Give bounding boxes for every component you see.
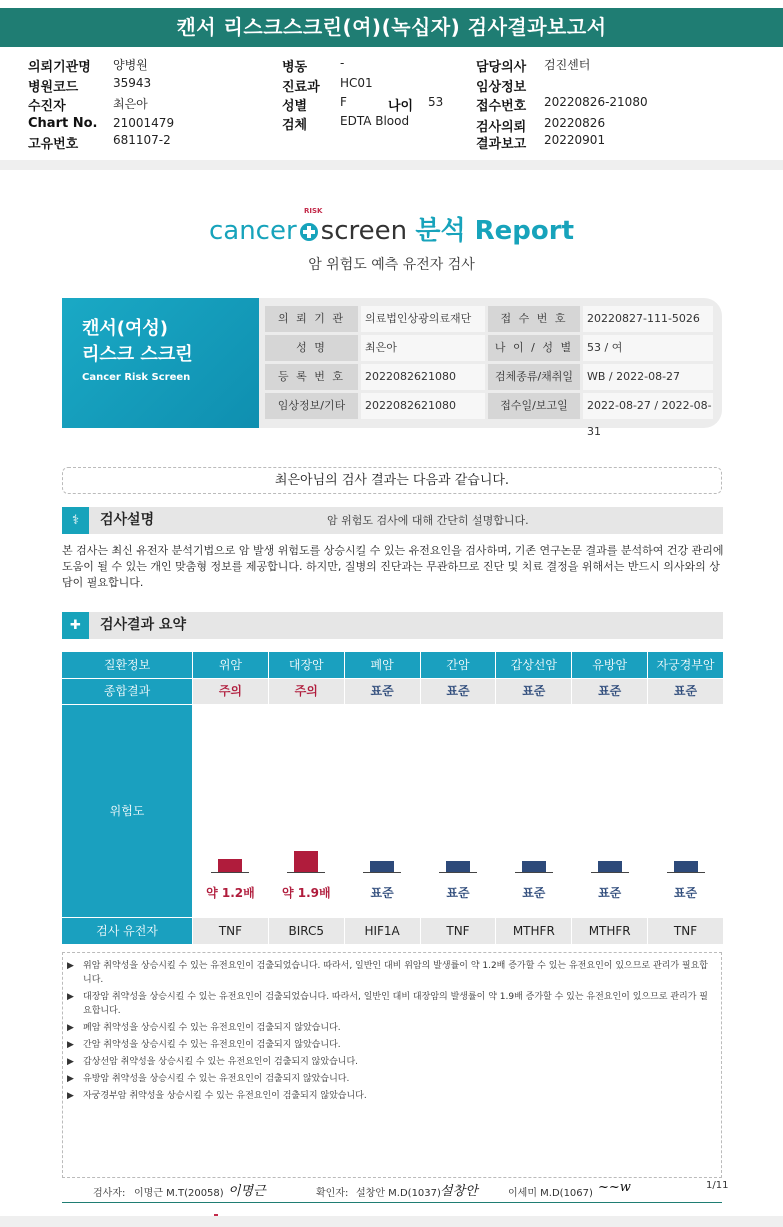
label-patient: 수진자 xyxy=(28,99,66,114)
patient-label: 임상정보/기타 xyxy=(265,393,358,419)
patient-value: WB / 2022-08-27 xyxy=(583,364,713,390)
risk-label: 표준 xyxy=(673,886,698,900)
risk-label: 표준 xyxy=(598,886,622,900)
risk-baseline xyxy=(515,872,553,873)
section-summary-header xyxy=(62,612,723,639)
label-ward: 병동 xyxy=(282,60,308,75)
disease-header: 대장암 xyxy=(269,652,344,678)
test-gene: TNF xyxy=(193,918,268,944)
triangle-right-icon: ▶ xyxy=(67,1091,74,1101)
section-description-summary: 암 위험도 검사에 대해 간단히 설명합니다. xyxy=(327,514,529,527)
overall-result: 표준 xyxy=(421,679,496,704)
patient-label: 나 이 / 성 별 xyxy=(488,335,580,361)
banner-title-en: Cancer Risk Screen xyxy=(82,372,191,383)
patient-row xyxy=(265,393,715,438)
triangle-right-icon: ▶ xyxy=(67,992,74,1002)
note-item xyxy=(67,1038,713,1052)
value-unique-no: 681107-2 xyxy=(113,133,171,147)
note-text: 간암 취약성을 상승시킬 수 있는 유전요인이 검출되지 않았습니다. xyxy=(83,1040,341,1050)
value-requesting-institution: 양병원 xyxy=(113,58,148,72)
note-item xyxy=(67,1055,713,1069)
risk-bar xyxy=(674,861,698,872)
overall-result: 표준 xyxy=(496,679,571,704)
patient-row xyxy=(265,306,715,332)
risk-bar xyxy=(522,861,546,872)
risk-baseline xyxy=(363,872,401,873)
report-subtitle: 암 위험도 예측 유전자 검사 xyxy=(308,257,475,273)
patient-row xyxy=(265,335,715,361)
value-ward: - xyxy=(340,56,345,70)
value-sex: F xyxy=(340,95,347,109)
risk-baseline xyxy=(591,872,629,873)
result-notes xyxy=(62,952,722,1178)
confirmer-name: 설창안 M.D(1037) xyxy=(356,1188,441,1199)
label-sex: 성별 xyxy=(282,99,308,114)
section-summary-title: 검사결과 요약 xyxy=(100,617,187,633)
patient-row xyxy=(265,364,715,390)
disease-header: 자궁경부암 xyxy=(648,652,723,678)
risk-baseline xyxy=(211,872,249,873)
overall-result: 주의 xyxy=(269,679,344,704)
cancer-screen-logo xyxy=(0,210,783,247)
label-specimen: 검체 xyxy=(282,118,308,133)
overall-result: 표준 xyxy=(648,679,723,704)
risk-label: 표준 xyxy=(370,886,394,900)
tester-label: 검사자: xyxy=(93,1188,126,1199)
tester-signature: 이명근 xyxy=(228,1184,266,1199)
patient-label: 의 뢰 기 관 xyxy=(265,306,358,332)
value-department: HC01 xyxy=(340,76,373,90)
patient-label: 등 록 번 호 xyxy=(265,364,358,390)
tester-name: 이명근 M.T(20058) xyxy=(134,1188,224,1199)
note-text: 대장암 취약성을 상승시킬 수 있는 유전요인이 검출되었습니다. 따라서, 일반인 대비 대장암의 발생률이 약 1.9배 증가할 수 있는 유전요인이 있으므로 관리가 필요합니다. xyxy=(83,992,708,1016)
logo-screen-text: screen xyxy=(320,216,408,246)
confirmer-signature: 설창안 xyxy=(440,1184,478,1199)
label-result-report: 결과보고 xyxy=(476,137,527,152)
test-gene: MTHFR xyxy=(572,918,647,944)
risk-baseline xyxy=(667,872,705,873)
value-patient: 최은아 xyxy=(113,97,148,111)
label-unique-no: 고유번호 xyxy=(28,137,79,152)
header-separator xyxy=(0,160,783,170)
disease-header: 폐암 xyxy=(345,652,420,678)
value-chart-no: 21001479 xyxy=(113,116,175,130)
triangle-right-icon: ▶ xyxy=(67,1023,74,1033)
patient-label: 접 수 번 호 xyxy=(488,306,580,332)
label-requesting-institution: 의뢰기관명 xyxy=(28,60,91,75)
risk-baseline xyxy=(287,872,325,873)
risk-bar xyxy=(294,851,318,872)
test-gene: MTHFR xyxy=(496,918,571,944)
risk-bar xyxy=(218,859,242,872)
label-overall-result: 종합결과 xyxy=(62,679,192,704)
label-disease-info: 질환정보 xyxy=(62,652,192,678)
risk-label: 표준 xyxy=(446,886,470,900)
value-specimen: EDTA Blood xyxy=(340,114,410,128)
triangle-right-icon: ▶ xyxy=(67,961,74,971)
note-text: 갑상선암 취약성을 상승시킬 수 있는 유전요인이 검출되지 않았습니다. xyxy=(83,1057,359,1067)
patient-value: 2022082621080 xyxy=(361,393,485,419)
label-receipt-no: 접수번호 xyxy=(476,99,527,114)
risk-label: 표준 xyxy=(522,886,546,900)
note-item xyxy=(67,990,713,1018)
patient-card-banner xyxy=(62,298,259,428)
risk-baseline xyxy=(439,872,477,873)
test-gene: HIF1A xyxy=(345,918,420,944)
note-text: 유방암 취약성을 상승시킬 수 있는 유전요인이 검출되지 않았습니다. xyxy=(83,1074,350,1084)
patient-label: 접수일/보고일 xyxy=(488,393,580,419)
note-item xyxy=(67,959,713,987)
triangle-right-icon: ▶ xyxy=(67,1074,74,1084)
value-age: 53 xyxy=(428,95,444,109)
bottom-band xyxy=(0,1216,783,1227)
value-result-report: 20220901 xyxy=(544,133,606,147)
overall-result: 주의 xyxy=(193,679,268,704)
logo-cancer-text: cancer xyxy=(208,216,297,246)
footer-divider xyxy=(62,1202,722,1203)
section-description-header xyxy=(62,507,723,534)
logo-risk-text: RISK xyxy=(304,207,323,215)
patient-label: 검체종류/채취일 xyxy=(488,364,580,390)
patient-value: 53 / 여 xyxy=(583,335,713,361)
value-doctor: 검진센터 xyxy=(544,58,591,72)
label-age: 나이 xyxy=(388,99,414,114)
test-gene: TNF xyxy=(648,918,723,944)
note-text: 자궁경부암 취약성을 상승시킬 수 있는 유전요인이 검출되지 않았습니다. xyxy=(83,1091,367,1101)
value-hospital-code: 35943 xyxy=(113,76,152,90)
label-risk: 위험도 xyxy=(62,705,192,917)
disease-header: 위암 xyxy=(193,652,268,678)
section-description-title: 검사설명 xyxy=(100,512,155,528)
value-test-request: 20220826 xyxy=(544,116,606,130)
patient-value: 최은아 xyxy=(361,335,485,361)
risk-bar xyxy=(446,861,470,872)
test-gene: TNF xyxy=(421,918,496,944)
doctor2-signature: ~~w xyxy=(598,1180,631,1195)
label-hospital-code: 병원코드 xyxy=(28,80,79,95)
note-item xyxy=(67,1089,713,1103)
patient-value: 의료법인상광의료재단 xyxy=(361,306,485,332)
label-chart-no: Chart No. xyxy=(28,116,98,131)
stethoscope-icon: ⚕ xyxy=(62,507,89,534)
risk-bar xyxy=(370,861,394,872)
note-text: 위암 취약성을 상승시킬 수 있는 유전요인이 검출되었습니다. 따라서, 일반인 대비 위암의 발생률이 약 1.2배 증가할 수 있는 유전요인이 있으므로 관리가 필요합니다. xyxy=(83,961,708,985)
patient-value: 2022-08-27 / 2022-08-31 xyxy=(583,393,713,419)
report-title: 캔서 리스크스크린(여)(녹십자) 검사결과보고서 xyxy=(0,8,783,47)
risk-label: 약 1.2배 xyxy=(206,886,255,900)
doctor2-name: 이세미 M.D(1067) xyxy=(508,1188,593,1199)
triangle-right-icon: ▶ xyxy=(67,1040,74,1050)
triangle-right-icon: ▶ xyxy=(67,1057,74,1067)
overall-result: 표준 xyxy=(345,679,420,704)
value-receipt-no: 20220826-21080 xyxy=(544,95,648,109)
overall-result: 표준 xyxy=(572,679,647,704)
result-intro: 최은아님의 검사 결과는 다음과 같습니다. xyxy=(62,467,722,494)
label-test-gene: 검사 유전자 xyxy=(62,918,192,944)
label-department: 진료과 xyxy=(282,80,320,95)
bottom-mark xyxy=(214,1214,218,1216)
description-text: 본 검사는 최신 유전자 분석기법으로 암 발생 위험도를 상승시킬 수 있는 유전요인을 검사하며, 기존 연구논문 결과를 분석하여 건강 관리에 도움이 될 수 있는 개인 맞춤형 정보를 제공합니다. 하지만, 질병의 진단과는 무관하므로 진단 및 치료 결정을 위해서는 반드시 의사와의 상담이 필요합니다. xyxy=(62,544,724,589)
patient-value: 2022082621080 xyxy=(361,364,485,390)
page-number: 1/11 xyxy=(706,1180,729,1191)
patient-card xyxy=(62,298,722,438)
risk-bar xyxy=(598,861,622,872)
logo-report-text: 분석 Report xyxy=(415,216,575,246)
disease-header: 유방암 xyxy=(572,652,647,678)
note-item xyxy=(67,1072,713,1086)
plus-cross-icon xyxy=(300,223,318,241)
banner-title xyxy=(82,316,193,368)
label-test-request: 검사의뢰 xyxy=(476,120,527,135)
disease-header: 간암 xyxy=(421,652,496,678)
patient-label: 성 명 xyxy=(265,335,358,361)
medical-box-icon: ✚ xyxy=(62,612,89,639)
label-doctor: 담당의사 xyxy=(476,60,527,75)
disease-header: 갑상선암 xyxy=(496,652,571,678)
patient-value: 20220827-111-5026 xyxy=(583,306,713,332)
label-clinical-info: 임상정보 xyxy=(476,80,527,95)
risk-label: 약 1.9배 xyxy=(281,886,331,900)
note-item xyxy=(67,1021,713,1035)
banner-title-line2: 리스크 스크린 xyxy=(82,344,193,365)
confirmer-label: 확인자: xyxy=(316,1188,349,1199)
banner-title-line1: 캔서(여성) xyxy=(82,318,169,339)
note-text: 폐암 취약성을 상승시킬 수 있는 유전요인이 검출되지 않았습니다. xyxy=(83,1023,341,1033)
test-gene: BIRC5 xyxy=(269,918,344,944)
